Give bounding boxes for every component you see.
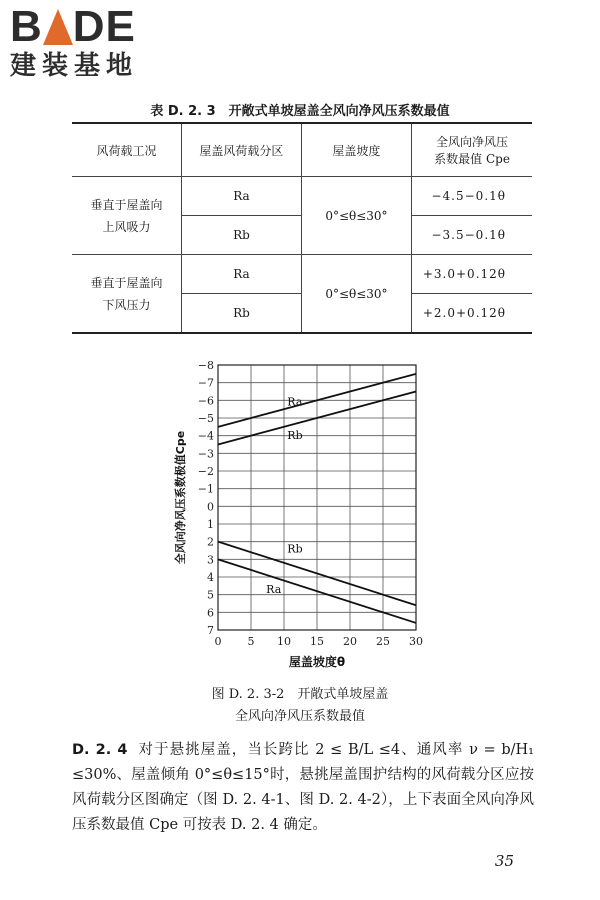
header-coefficient: 全风向净风压 系数最值 Cpe bbox=[412, 123, 532, 177]
figure-caption-line2: 全风向净风压系数最值 bbox=[234, 709, 365, 724]
header-load-case: 风荷载工况 bbox=[72, 123, 182, 177]
y-tick-label: 2 bbox=[207, 535, 214, 549]
y-axis-title: 全风向净风压系数极值Cpe bbox=[174, 430, 187, 565]
table-row bbox=[72, 255, 532, 294]
y-tick-label: −6 bbox=[197, 394, 214, 408]
value-cell: +3.0+0.12θ bbox=[412, 255, 532, 294]
coefficient-chart bbox=[172, 355, 432, 680]
pressure-coefficient-table bbox=[72, 122, 532, 334]
logo-wordmark: B DE bbox=[10, 2, 136, 51]
y-tick-label: −7 bbox=[197, 376, 214, 390]
y-tick-label: −3 bbox=[197, 447, 214, 461]
section-number: D. 2. 4 bbox=[72, 742, 128, 758]
y-tick-label: 0 bbox=[207, 500, 214, 514]
y-tick-label: −5 bbox=[197, 412, 214, 425]
logo-triangle-icon bbox=[43, 9, 73, 45]
zone-cell: Ra bbox=[182, 177, 302, 216]
zone-cell: Rb bbox=[182, 216, 302, 255]
series-label: Rb bbox=[287, 429, 303, 443]
header-zone: 屋盖风荷载分区 bbox=[182, 123, 302, 177]
y-tick-label: 1 bbox=[207, 518, 214, 531]
y-tick-label: −4 bbox=[197, 429, 214, 443]
x-tick-label: 30 bbox=[409, 635, 423, 648]
paragraph-text: 对于悬挑屋盖，当长跨比 2 ≤ B/L ≤4、通风率 ν = b/H₁ ≤30%、屋盖倾角 0°≤θ≤15°时，悬挑屋盖围护结构的风荷载分区应按风荷载分区图确定（图 D. 2. 4-1、图 D. 2. 4-2），上下表面全风向净风压系数最值 Cpe 可按表 D. 2. 4 确定。 bbox=[72, 742, 534, 833]
x-tick-label: 25 bbox=[376, 635, 390, 648]
brand-logo bbox=[10, 4, 185, 86]
y-tick-label: −1 bbox=[197, 482, 214, 496]
x-tick-label: 20 bbox=[343, 635, 357, 648]
series-label: Ra bbox=[266, 582, 282, 596]
value-cell: −3.5−0.1θ bbox=[412, 216, 532, 255]
table-caption: 表 D. 2. 3 开敞式单坡屋盖全风向净风压系数最值 bbox=[150, 104, 450, 119]
y-tick-label: −2 bbox=[197, 465, 214, 478]
load-case-cell: 垂直于屋盖向上风吸力 bbox=[72, 177, 182, 255]
zone-cell: Rb bbox=[182, 294, 302, 334]
y-tick-label: −8 bbox=[197, 359, 214, 372]
y-tick-label: 6 bbox=[207, 606, 214, 620]
zone-cell: Ra bbox=[182, 255, 302, 294]
table-header-row bbox=[72, 123, 532, 177]
value-cell: +2.0+0.12θ bbox=[412, 294, 532, 334]
y-tick-label: 5 bbox=[207, 588, 214, 602]
value-cell: −4.5−0.1θ bbox=[412, 177, 532, 216]
x-tick-label: 15 bbox=[310, 635, 324, 648]
logo-subtitle: 建装基地 bbox=[10, 51, 139, 81]
y-tick-label: 3 bbox=[207, 553, 214, 567]
y-tick-label: 7 bbox=[207, 624, 214, 637]
y-tick-label: 4 bbox=[207, 571, 214, 584]
section-paragraph bbox=[72, 738, 534, 838]
figure-caption-line1: 图 D. 2. 3-2 开敞式单坡屋盖 bbox=[211, 687, 389, 702]
table-row bbox=[72, 177, 532, 216]
series-label: Rb bbox=[287, 542, 303, 556]
x-tick-label: 5 bbox=[247, 635, 255, 648]
x-tick-label: 0 bbox=[214, 635, 222, 648]
header-slope: 屋盖坡度 bbox=[301, 123, 411, 177]
slope-cell: 0°≤θ≤30° bbox=[301, 255, 411, 334]
x-tick-label: 10 bbox=[277, 635, 291, 648]
series-label: Ra bbox=[287, 395, 303, 409]
load-case-cell: 垂直于屋盖向下风压力 bbox=[72, 255, 182, 334]
x-axis-title: 屋盖坡度θ bbox=[288, 655, 346, 669]
slope-cell: 0°≤θ≤30° bbox=[301, 177, 411, 255]
figure-caption bbox=[0, 684, 600, 728]
page-number: 35 bbox=[494, 852, 514, 870]
